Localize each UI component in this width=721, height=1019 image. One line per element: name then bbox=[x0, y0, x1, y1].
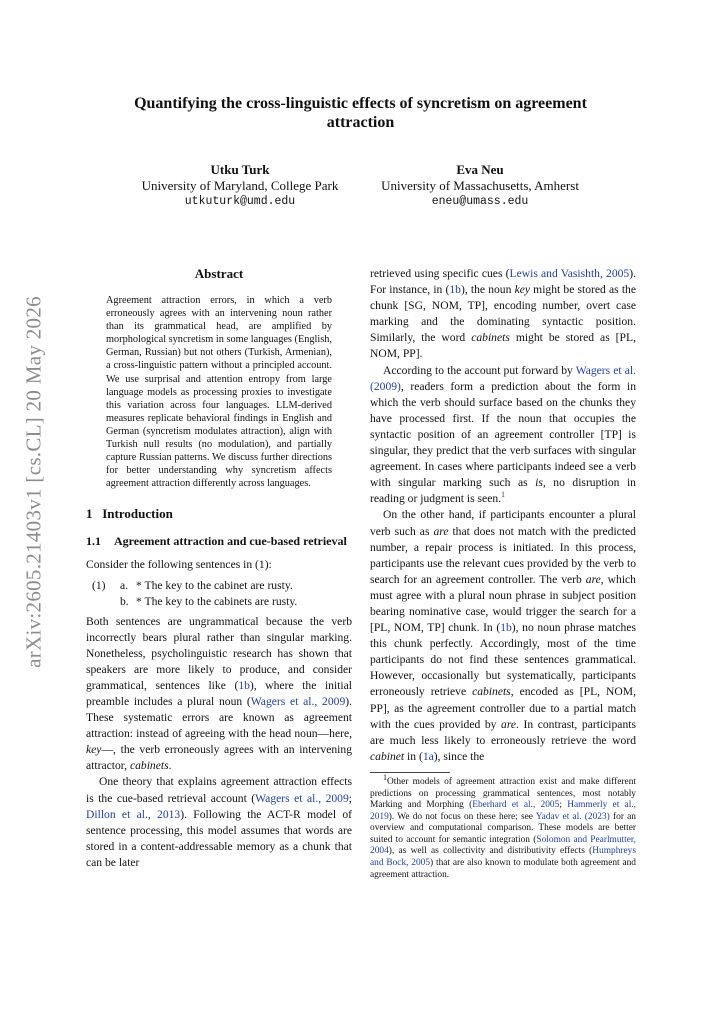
right-column bbox=[370, 266, 636, 881]
text-run: —, the verb erroneously agrees with an intervening attractor, bbox=[86, 743, 352, 773]
text-run: , encoded as [PL, NOM, PP], as the agreement controller due to a partial match with the cues provided by bbox=[370, 685, 636, 731]
text-run: ), since the bbox=[433, 749, 485, 763]
example-ref[interactable]: 1b bbox=[449, 283, 461, 297]
footnote-divider bbox=[370, 772, 450, 773]
paragraph bbox=[370, 266, 636, 363]
paragraph bbox=[370, 363, 636, 508]
text-run: According to the account put forward by bbox=[383, 363, 576, 377]
section-title: Introduction bbox=[102, 506, 173, 522]
citation-link[interactable]: Hammerly et al., 2019 bbox=[370, 800, 637, 822]
citation-link[interactable]: Wagers et al. (2009) bbox=[370, 363, 636, 393]
section-heading-introduction bbox=[86, 506, 352, 522]
text-run: ; bbox=[559, 800, 568, 811]
example-row-a bbox=[86, 578, 352, 594]
text-run: , no disruption in reading or judgment is seen. bbox=[370, 476, 636, 506]
text-run: ). Following the ACT-R model of sentence processing, this model assumes that words are stored in a content-addressable memory as a chunk that can be later bbox=[86, 807, 352, 869]
text-run: On the other hand, if participants encounter a plural verb such as bbox=[370, 508, 636, 538]
emphasis: cabinets bbox=[472, 685, 511, 699]
text-run: ). For instance, in ( bbox=[370, 267, 636, 297]
author-email[interactable]: utkuturk@umd.edu bbox=[184, 195, 296, 208]
text-run: ), as well as collectivity and distributivity effects ( bbox=[388, 846, 593, 857]
example-row-b bbox=[86, 594, 352, 610]
example-letter: a. bbox=[120, 578, 129, 592]
emphasis: cabinet bbox=[370, 749, 405, 763]
text-run: ). We do not focus on these here; see bbox=[388, 811, 536, 822]
citation-link[interactable]: Yadav et al. (2023) bbox=[535, 811, 610, 822]
citation-link[interactable]: Solomon and Pearlmutter, 2004 bbox=[370, 834, 636, 857]
example-letter: b. bbox=[120, 594, 129, 608]
text-run: that does not match with the predicted number, a repair process is initiated. In this process, participants use the relevant cues provided by the verb to search for an agreement controller. The verb bbox=[370, 524, 636, 586]
emphasis: cabinets bbox=[471, 331, 510, 345]
citation-link[interactable]: Lewis and Vasishth, 2005 bbox=[509, 267, 630, 280]
section-number: 1 bbox=[86, 506, 93, 522]
subsection-title: Agreement attraction and cue-based retrieval bbox=[114, 534, 347, 549]
citation-link[interactable]: Humphreys and Bock, 2005 bbox=[370, 846, 636, 869]
paragraph bbox=[370, 507, 636, 765]
citation-link[interactable]: Wagers et al., 2009 bbox=[255, 791, 349, 805]
author-name: Eva Neu bbox=[456, 162, 504, 177]
text-run: , which must agree with a plural noun phrase in subject position bearing nominative case, would trigger the search for a [PL, NOM, TP] chunk. In ( bbox=[370, 572, 636, 635]
paper-title: Quantifying the cross-linguistic effects of syncretism on agreement attraction bbox=[134, 95, 587, 131]
emphasis: key bbox=[86, 743, 102, 757]
text-run: ), where the initial preamble includes a plural noun ( bbox=[86, 678, 352, 708]
subsection-heading bbox=[86, 534, 352, 549]
emphasis: are bbox=[585, 572, 601, 586]
emphasis: cabinets bbox=[129, 759, 169, 773]
example-sentence: * The key to the cabinet are rusty. bbox=[136, 578, 293, 592]
text-run: ), no noun phrase matches this chunk perfectly. Accordingly, most of the time participants do not find these sentences grammatical. However, occasionally but systematically, participants erroneously retrieve bbox=[370, 621, 636, 699]
arxiv-identifier: arXiv:2605.21403v1 [cs.CL] 20 May 2026 bbox=[21, 296, 46, 668]
author-email[interactable]: eneu@umass.edu bbox=[431, 195, 529, 208]
example-sentence: * The key to the cabinets are rusty. bbox=[136, 594, 298, 608]
text-run: , readers form a prediction about the form in which the verb should surface based on the chunks they have processed first. If the noun that occupies the syntactic position of an agreement controller [TP] is singular, they predict that the verb surfaces with singular agreement. In cases where participants indeed see a verb with singular marking such as bbox=[370, 379, 636, 490]
text-run: Other models of agreement attraction exist and make different predictions on processing grammatical sentences, most notably Marking and Morphing ( bbox=[370, 776, 636, 811]
example-ref[interactable]: 1b bbox=[500, 621, 512, 635]
paragraph bbox=[86, 614, 352, 775]
author-block-2 bbox=[360, 162, 600, 210]
example-ref[interactable]: 1b bbox=[238, 678, 250, 692]
text-run: ) that are also known to modulate both agreement and agreement attraction. bbox=[370, 858, 636, 880]
text-run: ). These systematic errors are known as agreement attraction: instead of agreeing with the head noun—here, bbox=[86, 694, 353, 741]
footnote-marker[interactable]: 1 bbox=[501, 490, 506, 500]
text-run: might be stored as the chunk [SG, NOM, TP], encoding number, overt case marking and the dominating syntactic position. Similarly, the word bbox=[370, 283, 636, 345]
example-ref[interactable]: 1a bbox=[422, 749, 434, 763]
example-list bbox=[86, 578, 352, 610]
author-name: Utku Turk bbox=[210, 162, 270, 177]
text-run: in ( bbox=[404, 749, 423, 763]
author-block-1 bbox=[120, 162, 360, 210]
paragraph bbox=[86, 774, 352, 871]
author-affiliation: University of Maryland, College Park bbox=[141, 178, 339, 193]
citation-link[interactable]: Eberhard et al., 2005 bbox=[472, 800, 560, 811]
text-run: . In contrast, participants are much less likely to erroneously retrieve the word bbox=[370, 717, 636, 747]
paragraph: Consider the following sentences in (1): bbox=[86, 558, 272, 572]
citation-link[interactable]: Wagers et al., 2009 bbox=[250, 694, 346, 708]
citation-link[interactable]: Dillon et al., 2013 bbox=[86, 807, 181, 821]
text-run: ), the noun bbox=[460, 283, 515, 297]
author-affiliation: University of Massachusetts, Amherst bbox=[381, 178, 579, 193]
text-run: retrieved using specific cues ( bbox=[370, 267, 510, 280]
emphasis: are bbox=[433, 524, 449, 538]
text-run: ; bbox=[348, 791, 353, 805]
example-number: (1) bbox=[92, 578, 106, 592]
text-run: might be stored as [PL, NOM, PP]. bbox=[370, 331, 636, 361]
left-column bbox=[86, 266, 352, 871]
subsection-number: 1.1 bbox=[86, 534, 101, 549]
footnote-mark: 1 bbox=[383, 772, 387, 782]
arxiv-sidebar bbox=[0, 0, 60, 1019]
emphasis: are bbox=[501, 717, 517, 731]
emphasis: is bbox=[535, 476, 543, 490]
footnote bbox=[370, 772, 637, 881]
text-run: One theory that explains agreement attraction effects is the cue-based retrieval account ( bbox=[86, 775, 352, 805]
text-run: for an overview and computational comparison. These models are better suited to account for semantic integration ( bbox=[370, 811, 636, 845]
emphasis: key bbox=[514, 283, 531, 297]
abstract-heading: Abstract bbox=[194, 266, 244, 281]
abstract-text: Agreement attraction errors, in which a verb erroneously agrees with an intervening noun rather than its grammatical head, are amplified by morphological syncretism in some languages (English, German, Russian) but not others (Turkish, Armenian), a cross-linguistic pattern without a principled account. We use surprisal and attention entropy from large language models as processing proxies to investigate this variation across four languages. LLM-derived measures replicate behavioral findings in English and German (syncretism modulates attraction), align with Turkish null results (no modulation), and partially capture Russian patterns. We discuss further directions for better understanding why syncretism affects agreement attraction differently across languages. bbox=[106, 295, 332, 490]
text-run: . bbox=[168, 759, 172, 773]
text-run: Both sentences are ungrammatical because the verb incorrectly bears plural rather than singular marking. Nonetheless, psycholinguistic research has shown that speakers are more likely to produce, and consider grammatical, sentences like ( bbox=[86, 614, 352, 692]
